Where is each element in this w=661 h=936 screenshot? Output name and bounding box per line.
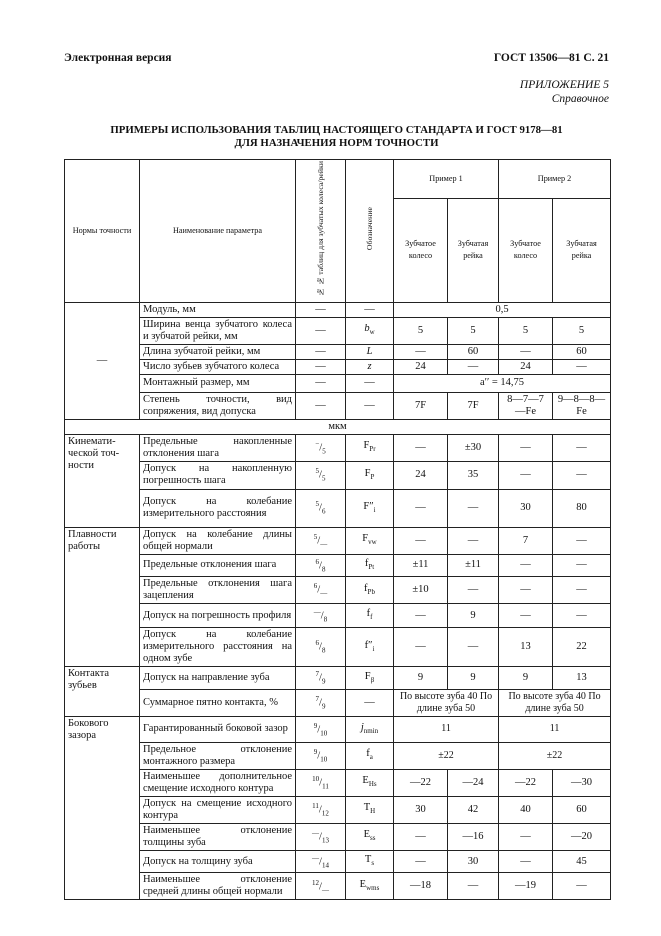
table-row [65, 461, 611, 489]
table-ref-den: 8 [321, 647, 326, 656]
table-ref-cell [296, 873, 346, 900]
group-cell-contact: Контакта зубьев [65, 667, 140, 717]
designation-cell [346, 769, 394, 796]
table-ref-num: − [315, 439, 320, 448]
designation-subscript: i [372, 644, 375, 653]
designation-cell [346, 577, 394, 604]
param-name-cell: Допуск на толщину зуба [140, 850, 296, 873]
value-cell-1: — [394, 628, 448, 667]
table-ref-slash: / [319, 856, 322, 868]
value-cell-3: — [499, 577, 553, 604]
value-cell-2: 35 [448, 461, 499, 489]
designation-subscript: wms [366, 884, 380, 893]
appendix-kind: Справочное [551, 93, 609, 105]
value-cell-4: —20 [553, 823, 611, 850]
value-cell-3: —22 [499, 769, 553, 796]
param-name-cell: Предельные отклонения шага [140, 554, 296, 577]
value-cell-2: — [448, 577, 499, 604]
table-ref-slash: / [319, 777, 323, 789]
table-ref-den: 11 [322, 782, 329, 791]
value-cell-2: 5 [448, 317, 499, 344]
example-2-merged-cell: ±22 [499, 742, 611, 769]
table-row [65, 716, 611, 742]
value-cell-3: — [499, 344, 553, 359]
designation-cell [346, 344, 394, 359]
table-ref-den: 8 [323, 615, 328, 624]
table-ref-den: 5 [322, 447, 326, 456]
table-ref-cell [296, 769, 346, 796]
designation-cell [346, 667, 394, 690]
value-cell-2: —24 [448, 769, 499, 796]
table-ref-slash: / [320, 610, 324, 622]
designation-cell [346, 374, 394, 392]
title-line-2: ДЛЯ НАЗНАЧЕНИЯ НОРМ ТОЧНОСТИ [234, 136, 439, 149]
value-cell-1: — [394, 604, 448, 628]
value-cell-1: 7F [394, 392, 448, 419]
table-ref-num: 10 [312, 775, 320, 784]
designation-subscript: nmin [363, 726, 379, 735]
param-name-cell: Допуск на колебание измерительного расстояния на одном зубе [140, 628, 296, 667]
example-1-merged-cell: По высоте зуба 40 По длине зуба 50 [394, 689, 499, 716]
param-name-cell: Допуск на накопленную погрешность шага [140, 461, 296, 489]
table-ref-cell [296, 489, 346, 527]
designation-cell [346, 554, 394, 577]
norms-table [64, 159, 611, 900]
designation-symbol: f [364, 557, 369, 569]
table-ref-cell: — [296, 374, 346, 392]
appendix-number: ПРИЛОЖЕНИЕ 5 [519, 79, 609, 91]
param-name-cell: Допуск на направление зуба [140, 667, 296, 690]
param-name-cell: Допуск на колебание измерительного расстояния [140, 489, 296, 527]
value-cell-1: — [394, 344, 448, 359]
table-row [65, 604, 611, 628]
value-cell-1: — [394, 823, 448, 850]
table-ref-cell [296, 434, 346, 461]
designation-symbol: z [367, 360, 372, 372]
value-cell-4: 5 [553, 317, 611, 344]
value-cell-3: — [499, 850, 553, 873]
value-cell-4: 13 [553, 667, 611, 690]
header-rack-2: Зубчатая рейка [553, 199, 611, 303]
value-cell-4: 60 [553, 344, 611, 359]
header-table-no [296, 160, 346, 303]
value-cell-1: 30 [394, 796, 448, 823]
table-row [65, 823, 611, 850]
value-cell-3: 40 [499, 796, 553, 823]
page-header-right: ГОСТ 13506—81 С. 21 [493, 52, 609, 64]
value-cell-3: 30 [499, 489, 553, 527]
designation-symbol: E [363, 829, 370, 841]
table-ref-num: 5 [313, 532, 318, 541]
table-ref-num: 9 [313, 748, 318, 757]
table-ref-slash: / [318, 804, 322, 816]
designation-subscript: Hs [368, 780, 377, 789]
value-cell-4: —30 [553, 769, 611, 796]
table-row [65, 628, 611, 667]
value-cell-3: — [499, 823, 553, 850]
designation-symbol: j [360, 721, 364, 733]
value-cell-2: ±30 [448, 434, 499, 461]
param-name-cell: Суммарное пятно контакта, % [140, 689, 296, 716]
header-designation-text: Обозначение [365, 207, 374, 251]
table-ref-den: 5 [321, 474, 326, 483]
designation-symbol: — [364, 377, 375, 389]
table-ref-slash: / [319, 442, 323, 454]
designation-subscript: Pb [367, 587, 375, 596]
value-cell-2: 7F [448, 392, 499, 419]
designation-subscript: f [370, 613, 373, 622]
param-name-cell: Степень точности, вид сопряжения, вид допуска [140, 392, 296, 419]
designation-cell [346, 850, 394, 873]
table-ref-cell [296, 667, 346, 690]
designation-symbol: b [364, 323, 370, 335]
value-cell-1: 9 [394, 667, 448, 690]
table-ref-cell [296, 527, 346, 554]
value-cell-4: 60 [553, 796, 611, 823]
designation-subscript: s [371, 859, 375, 868]
header-param: Наименование параметра [140, 160, 296, 303]
table-ref-num: 7 [315, 670, 320, 679]
designation-symbol: F [364, 467, 371, 479]
table-ref-slash: / [317, 724, 321, 736]
param-name-cell: Гарантированный боковой зазор [140, 716, 296, 742]
value-cell-3: — [499, 604, 553, 628]
appendix-label [520, 78, 609, 106]
param-name-cell: Предельные накопленные отклонения шага [140, 434, 296, 461]
table-ref-slash: / [317, 584, 321, 596]
table-ref-cell [296, 461, 346, 489]
table-ref-num: — [312, 853, 320, 862]
table-ref-slash: / [319, 697, 322, 709]
designation-subscript: P [370, 472, 375, 481]
table-ref-cell [296, 689, 346, 716]
table-row [65, 554, 611, 577]
table-ref-num: 5 [315, 500, 320, 509]
designation-subscript: i [373, 505, 376, 514]
value-cell-4: — [553, 873, 611, 900]
table-ref-cell [296, 554, 346, 577]
designation-cell [346, 317, 394, 344]
designation-symbol: F [362, 533, 369, 545]
param-name-cell: Длина зубчатой рейки, мм [140, 344, 296, 359]
value-cell-4: 22 [553, 628, 611, 667]
group-cell-smooth: Плавности работы [65, 527, 140, 667]
table-ref-den: — [320, 590, 328, 599]
designation-symbol: — [364, 303, 375, 315]
table-row [65, 689, 611, 716]
designation-cell [346, 796, 394, 823]
value-cell-1: — [394, 489, 448, 527]
designation-cell [346, 392, 394, 419]
table-ref-den: 6 [321, 507, 326, 516]
table-row [65, 577, 611, 604]
table-ref-slash: / [319, 672, 322, 684]
table-ref-cell: — [296, 302, 346, 317]
value-cell-4: 80 [553, 489, 611, 527]
value-cell-1: —18 [394, 873, 448, 900]
table-row [65, 344, 611, 359]
table-ref-slash: / [317, 750, 321, 762]
value-cell-2: 30 [448, 850, 499, 873]
table-ref-den: 8 [321, 565, 326, 574]
table-ref-den: 14 [321, 861, 329, 870]
designation-cell [346, 489, 394, 527]
designation-cell [346, 742, 394, 769]
table-row [65, 434, 611, 461]
merged-value-cell: 0,5 [394, 302, 611, 317]
param-name-cell: Модуль, мм [140, 302, 296, 317]
table-row [65, 392, 611, 419]
value-cell-3: — [499, 461, 553, 489]
group-cell-none: — [65, 302, 140, 419]
header-gear-1: Зубчатое колесо [394, 199, 448, 303]
param-name-cell: Допуск на смещение исходного контура [140, 796, 296, 823]
table-ref-cell [296, 742, 346, 769]
header-example-1: Пример 1 [394, 160, 499, 199]
table-ref-num: 6 [313, 582, 318, 591]
value-cell-1: — [394, 527, 448, 554]
designation-symbol: f [366, 608, 371, 620]
table-ref-den: — [320, 540, 328, 549]
table-ref-cell [296, 796, 346, 823]
designation-subscript: Pr [369, 445, 376, 454]
value-cell-3: 24 [499, 359, 553, 374]
value-cell-4: 45 [553, 850, 611, 873]
example-2-merged-cell: 11 [499, 716, 611, 742]
table-ref-den: 10 [320, 755, 328, 764]
table-ref-num: 12 [312, 878, 320, 887]
table-row [65, 850, 611, 873]
value-cell-2: 9 [448, 604, 499, 628]
designation-subscript: Pt [368, 563, 375, 572]
designation-symbol: — [364, 399, 375, 411]
value-cell-4: 9—8—8—Fe [553, 392, 611, 419]
example-2-merged-cell: По высоте зуба 40 По длине зуба 50 [499, 689, 611, 716]
designation-symbol: f″ [364, 639, 373, 651]
table-ref-slash: / [317, 535, 321, 547]
header-rack-1: Зубчатая рейка [448, 199, 499, 303]
designation-cell [346, 359, 394, 374]
value-cell-1: — [394, 434, 448, 461]
param-name-cell: Наименьшее дополнительное смещение исходного контура [140, 769, 296, 796]
value-cell-4: — [553, 461, 611, 489]
designation-subscript: β [370, 675, 375, 684]
param-name-cell: Предельное отклонение монтажного размера [140, 742, 296, 769]
designation-symbol: — [364, 696, 375, 708]
table-ref-num: 7 [315, 695, 320, 704]
page-header-left: Электронная версия [64, 52, 172, 64]
table-ref-cell: — [296, 359, 346, 374]
value-cell-4: — [553, 359, 611, 374]
table-ref-den: 9 [321, 677, 326, 686]
value-cell-2: — [448, 527, 499, 554]
table-ref-slash: / [319, 881, 322, 893]
designation-symbol: f [366, 748, 370, 760]
table-body [65, 302, 611, 900]
merged-value-cell: a′′ = 14,75 [394, 374, 611, 392]
table-ref-cell [296, 850, 346, 873]
designation-cell [346, 689, 394, 716]
page-title [64, 124, 609, 149]
table-ref-slash: / [319, 502, 322, 514]
designation-symbol: E [359, 878, 367, 890]
value-cell-1: 24 [394, 359, 448, 374]
designation-cell [346, 628, 394, 667]
table-row [65, 873, 611, 900]
designation-subscript: ss [369, 834, 376, 843]
value-cell-4: — [553, 577, 611, 604]
example-1-merged-cell: ±22 [394, 742, 499, 769]
designation-symbol: F [363, 440, 370, 452]
value-cell-3: —19 [499, 873, 553, 900]
designation-symbol: E [362, 775, 369, 787]
table-ref-slash: / [319, 469, 322, 481]
value-cell-2: 60 [448, 344, 499, 359]
designation-symbol: F [364, 670, 371, 682]
value-cell-1: 24 [394, 461, 448, 489]
table-row [65, 374, 611, 392]
param-name-cell: Допуск на колебание длины общей нормали [140, 527, 296, 554]
table-ref-den: 9 [321, 702, 326, 711]
header-table-no-text: № № таблиц для зубчатых колеса/рейки [316, 161, 325, 297]
value-cell-4: — [553, 527, 611, 554]
designation-symbol: f [364, 582, 368, 594]
table-ref-den: 12 [321, 809, 329, 818]
value-cell-3: — [499, 554, 553, 577]
table-ref-num: 5 [315, 467, 320, 476]
value-cell-1: ±11 [394, 554, 448, 577]
value-cell-3: — [499, 434, 553, 461]
param-name-cell: Предельные отклонения шага зацепления [140, 577, 296, 604]
param-name-cell: Наименьшее отклонение средней длины общей нормали [140, 873, 296, 900]
table-ref-cell: — [296, 317, 346, 344]
table-row [65, 769, 611, 796]
header-designation [346, 160, 394, 303]
designation-cell [346, 527, 394, 554]
table-row [65, 489, 611, 527]
value-cell-2: — [448, 359, 499, 374]
table-ref-den: 10 [320, 729, 328, 738]
designation-cell [346, 716, 394, 742]
designation-symbol: L [366, 345, 373, 357]
value-cell-1: —22 [394, 769, 448, 796]
table-ref-num: — [313, 607, 321, 616]
group-cell-backlash: Бокового зазора [65, 716, 140, 900]
table-row [65, 796, 611, 823]
designation-subscript: w [369, 328, 375, 337]
header-example-2: Пример 2 [499, 160, 611, 199]
param-name-cell: Монтажный размер, мм [140, 374, 296, 392]
designation-subscript: a [369, 753, 373, 762]
value-cell-2: 9 [448, 667, 499, 690]
unit-row [65, 419, 611, 434]
value-cell-2: — [448, 873, 499, 900]
table-ref-cell [296, 604, 346, 628]
value-cell-2: — [448, 489, 499, 527]
table-row [65, 742, 611, 769]
designation-cell [346, 873, 394, 900]
table-ref-den: 13 [321, 836, 329, 845]
table-ref-num: — [312, 829, 320, 838]
designation-subscript: vw [368, 538, 377, 547]
group-cell-kinematic: Кинемати- ческой точ- ности [65, 434, 140, 527]
table-ref-cell [296, 823, 346, 850]
title-line-1: ПРИМЕРЫ ИСПОЛЬЗОВАНИЯ ТАБЛИЦ НАСТОЯЩЕГО СТАНДАРТА И ГОСТ 9178—81 [110, 124, 563, 136]
param-name-cell: Допуск на погрешность профиля [140, 604, 296, 628]
value-cell-3: 9 [499, 667, 553, 690]
table-ref-cell [296, 577, 346, 604]
example-1-merged-cell: 11 [394, 716, 499, 742]
value-cell-4: — [553, 604, 611, 628]
table-ref-den: — [321, 886, 329, 895]
value-cell-4: — [553, 554, 611, 577]
value-cell-2: —16 [448, 823, 499, 850]
value-cell-2: — [448, 628, 499, 667]
value-cell-2: ±11 [448, 554, 499, 577]
designation-cell [346, 823, 394, 850]
value-cell-1: — [394, 850, 448, 873]
designation-symbol: T [364, 854, 372, 866]
value-cell-3: 5 [499, 317, 553, 344]
table-ref-slash: / [319, 831, 322, 843]
param-name-cell: Наименьшее отклонение толщины зуба [140, 823, 296, 850]
table-ref-cell [296, 716, 346, 742]
table-ref-cell: — [296, 392, 346, 419]
table-ref-num: 6 [315, 557, 320, 566]
table-row [65, 527, 611, 554]
table-ref-slash: / [319, 641, 322, 653]
unit-cell: мкм [65, 419, 611, 434]
table-ref-num: 11 [312, 802, 319, 811]
value-cell-3: 13 [499, 628, 553, 667]
table-ref-cell: — [296, 344, 346, 359]
designation-symbol: T [363, 802, 371, 814]
value-cell-3: 7 [499, 527, 553, 554]
value-cell-1: ±10 [394, 577, 448, 604]
param-name-cell: Число зубьев зубчатого колеса [140, 359, 296, 374]
value-cell-4: — [553, 434, 611, 461]
header-row-1 [65, 160, 611, 199]
designation-symbol: F″ [363, 500, 374, 512]
header-norms: Нормы точности [65, 160, 140, 303]
table-ref-num: 9 [313, 721, 318, 730]
param-name-cell: Ширина венца зубчатого колеса и зубчатой рейки, мм [140, 317, 296, 344]
table-row [65, 667, 611, 690]
header-gear-2: Зубчатое колесо [499, 199, 553, 303]
designation-cell [346, 434, 394, 461]
designation-cell [346, 604, 394, 628]
table-row [65, 302, 611, 317]
designation-subscript: H [370, 807, 376, 816]
table-row [65, 359, 611, 374]
table-ref-slash: / [319, 560, 322, 572]
designation-cell [346, 302, 394, 317]
table-row [65, 317, 611, 344]
value-cell-1: 5 [394, 317, 448, 344]
table-ref-num: 6 [315, 639, 320, 648]
table-ref-cell [296, 628, 346, 667]
designation-cell [346, 461, 394, 489]
value-cell-2: 42 [448, 796, 499, 823]
value-cell-3: 8—7—7—Fe [499, 392, 553, 419]
